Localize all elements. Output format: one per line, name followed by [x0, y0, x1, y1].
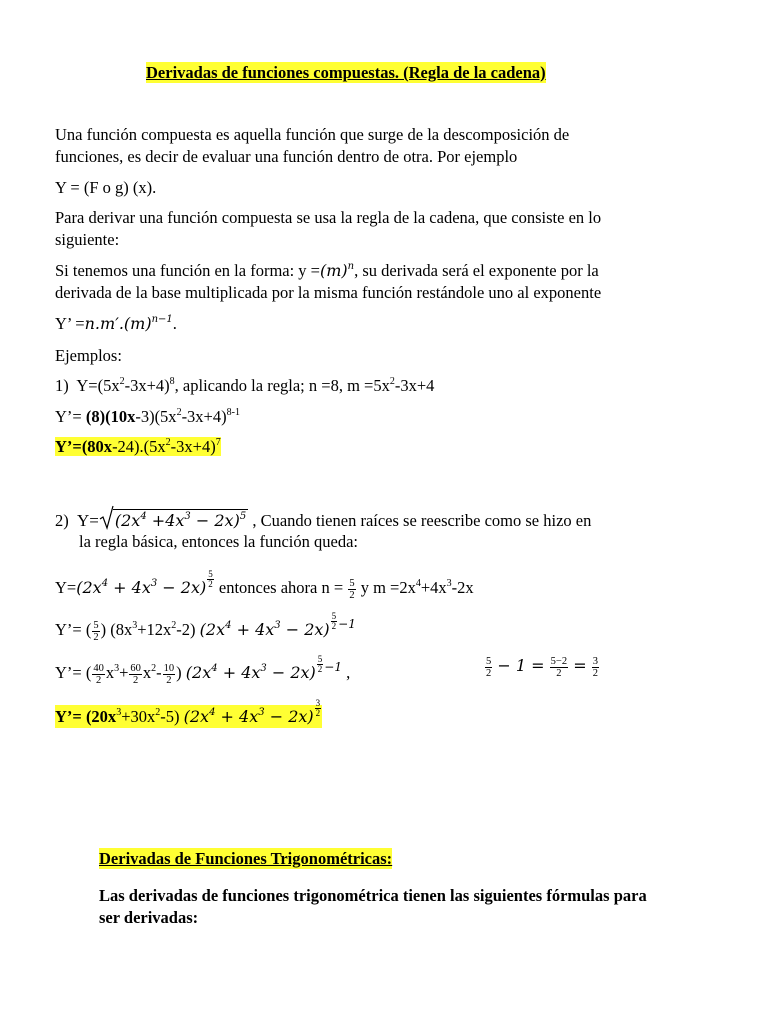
ex1-result-exponent: 7	[215, 437, 221, 448]
ex2-deriv-text: Y’= (	[55, 620, 92, 639]
example-2-desc-2: la regla básica, entonces la función queda:	[79, 532, 359, 551]
example-1-step: Y’= $(8)(10x-3)(5x^2-3x+4)^{8-1}$	[55, 407, 240, 426]
example-2-result-highlight: Y’= $(20x^3+30x^2-5) (2x^4 + 4x^3 - 2x)$ $\frac{3}{2}$	[55, 698, 321, 726]
ex1-step-text: Y’=	[55, 407, 86, 426]
result-math: $(2x^4 + 4x^3 - 2x)$	[183, 707, 314, 726]
fraction-exp: $\frac{5}{2}$	[331, 611, 337, 631]
fraction-exp: $\frac{5}{2}$	[317, 654, 323, 674]
exponent-aside-calc	[484, 655, 600, 679]
intro-line-4: Para derivar una función compuesta se usa la regla de la cadena, que consiste en lo	[55, 208, 602, 227]
ex2-rewrite-text: y m =2x	[356, 578, 416, 597]
ex2-deriv2-text: )	[176, 663, 186, 682]
fraction-5-2: $\frac{5}{2}$	[486, 655, 492, 679]
example-2-rewrite: $Y=(2x^4 + 4x^3 - 2x)$ $\frac{5}{2}$ entonces ahora n = $\frac{5}{2}$ y $m =2x^4+4x^3-2x$	[55, 569, 474, 601]
deriv-2-math: $(2x^4 + 4x^3 - 2x)$	[185, 663, 316, 682]
ex1-step-text: -3x+4)	[181, 407, 227, 426]
rewrite-math: $(2x^4 + 4x^3 - 2x)$	[76, 578, 207, 597]
fraction-3-2: $\frac{3}{2}$	[315, 698, 321, 718]
fraction-5-2: $\frac{5}{2}$	[208, 569, 213, 589]
example-2-derivative-1: Y’= ( $\frac{5}{2}$ ) $(8x^3+12x^2-2) (2x^4 + 4x^3 - 2x)$ $\frac{5}{2}$ $^{-1}$	[55, 611, 356, 643]
ex2-deriv2-text: ,	[342, 663, 351, 682]
fraction-5-2: $\frac{5}{2}$	[349, 577, 355, 601]
ex1-step-text: -3)(5x	[135, 407, 177, 426]
trig-section-title: Derivadas de Funciones Trigonométricas:	[99, 849, 393, 868]
radical-expression: $(2x^4 +4x^3 - 2x)^5$	[99, 507, 248, 531]
ex2-deriv2-text: -	[156, 663, 162, 682]
example-2-derivative-2: Y’= ( $\frac{40}{2}$ $x^3+$ $\frac{60}{2}$ $x^2-$ $\frac{10}{2}$ ) $(2x^4 + 4x^3 - 2x)$ $\frac{5}{2}$ $^{-1}$ ,	[55, 654, 351, 686]
ex2-result-text: +30x	[121, 707, 156, 726]
intro-line-5: siguiente:	[55, 230, 120, 249]
example-1-result-highlight: $Y’=(80x-24).(5x^2-3x+4)^7$	[55, 437, 221, 456]
ex2-deriv-text: ) (8x	[100, 620, 133, 639]
example-1-number: 1)	[55, 376, 69, 395]
fraction-3-2: $\frac{3}{2}$	[592, 655, 598, 679]
trig-line-2: ser derivadas:	[99, 908, 199, 927]
aside-eq: =	[573, 656, 587, 675]
intro-line-6	[55, 260, 599, 281]
intro-line-3: Y = (F o g) (x).	[55, 178, 157, 197]
ex2-deriv2-text: x	[105, 663, 115, 682]
ex2-y-label: Y=	[77, 511, 99, 530]
ex1-step-text: (8)(10x	[85, 407, 136, 426]
fraction-40-2: $\frac{40}{2}$	[93, 662, 104, 686]
intro-line-6-rest: , su derivada será el exponente por la	[354, 261, 599, 280]
fraction-60-2: $\frac{60}{2}$	[130, 662, 141, 686]
ex2-deriv-text: -2)	[176, 620, 200, 639]
ex2-rewrite-text: +4x	[420, 578, 447, 597]
intro-line-7: derivada de la base multiplicada por la misma función restándole uno al exponente	[55, 283, 602, 302]
intro-line-2: funciones, es decir de evaluar una función dentro de otra. Por ejemplo	[55, 147, 518, 166]
example-2-result	[55, 699, 322, 727]
ex2-deriv2-text: +	[119, 663, 129, 682]
chain-rule-formula: Y’ $=n.m'.(m)^{n-1}$.	[55, 314, 177, 333]
fraction-10-2: $\frac{10}{2}$	[163, 662, 175, 686]
examples-label: Ejemplos:	[55, 346, 122, 365]
trig-line-1: Las derivadas de funciones trigonométrica tienen las siguientes fórmulas para	[99, 886, 647, 905]
radical-sign-icon	[99, 504, 114, 530]
ex1-text: , aplicando la regla; n =8, m =5x	[174, 376, 390, 395]
ex2-deriv2-text: Y’= (	[55, 663, 92, 682]
ex1-result-text: -3x+4)	[170, 437, 216, 456]
fraction-5m2-2: $\frac{5-2}{2}$	[550, 655, 568, 679]
ex1-text: -3x+4)	[124, 376, 170, 395]
ex2-desc: , Cuando tienen raíces se reescribe como se hizo en	[252, 511, 592, 530]
power-form-math: $(m)^n$	[320, 261, 355, 280]
ex2-deriv-text: +12x	[137, 620, 172, 639]
deriv-1-math: $(2x^4 + 4x^3 - 2x)$	[199, 620, 330, 639]
intro-line-6-text: Si tenemos una función en la forma: y =	[55, 261, 320, 280]
formula-math: $n.m'.(m)^{n-1}$	[84, 314, 173, 333]
page-title: Derivadas de funciones compuestas. (Regla de la cadena)	[146, 63, 546, 82]
ex2-result-text: Y’= (20x	[55, 707, 117, 726]
formula-prefix: Y’ =	[55, 314, 85, 333]
ex1-step-exponent: 8-1	[226, 407, 240, 418]
ex2-rewrite-text: entonces ahora n =	[214, 578, 348, 597]
ex2-rewrite-text: Y=	[55, 578, 77, 597]
ex1-result-text: -24).(5x	[112, 437, 166, 456]
example-1-statement: 1) $Y=(5x^2-3x+4)^8$, aplicando la regla; n =8, $m =5x^2-3x+4$	[55, 376, 435, 395]
ex2-result-text: -5)	[160, 707, 184, 726]
ex1-text: -3x+4	[394, 376, 435, 395]
example-1-result	[55, 436, 221, 457]
intro-line-1: Una función compuesta es aquella función que surge de la descomposición de	[55, 125, 570, 144]
ex2-rewrite-text: -2x	[451, 578, 474, 597]
ex1-text: Y=(5x	[76, 376, 120, 395]
aside-eq: − 1 =	[497, 656, 545, 675]
example-2-number: 2)	[55, 511, 69, 530]
example-2-statement	[55, 507, 591, 531]
ex1-result-text: Y’=(80x	[55, 437, 113, 456]
fraction-5-2: $\frac{5}{2}$	[93, 619, 99, 643]
ex2-deriv2-text: x	[142, 663, 152, 682]
